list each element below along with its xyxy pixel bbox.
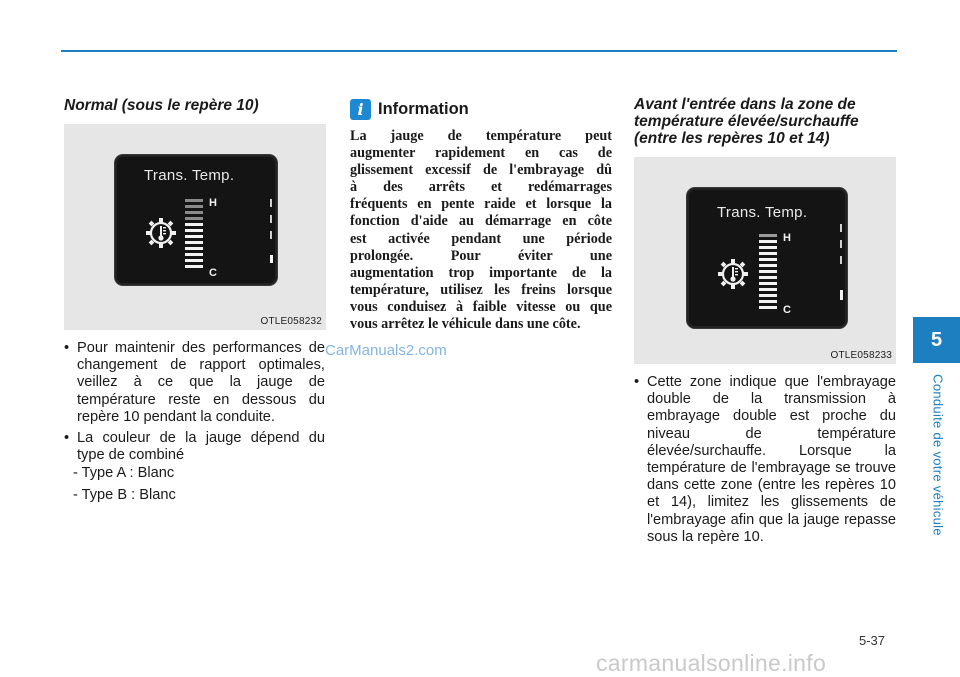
info-line: La jauge de température peut <box>350 128 612 144</box>
info-line: est activée pendant une période <box>350 230 612 247</box>
info-line: vous arrêtez le véhicule dans une côte. <box>350 316 581 333</box>
gauge-segment <box>759 252 777 255</box>
list-item: • Pour maintenir des performances de changement de rapport optimales, veillez à ce que la jauge de température reste en dessous du repère 10 pendant la conduite. <box>62 340 325 426</box>
gauge-segment <box>185 223 203 226</box>
gauge-segment <box>185 235 203 238</box>
figure-caption: OTLE058233 <box>830 350 892 361</box>
top-rule <box>61 50 897 52</box>
info-line: prolongée. Pour éviter une <box>350 247 612 264</box>
gauge-segment <box>185 247 203 250</box>
info-line: température, utilisez les freins lorsque <box>350 281 612 298</box>
screen-title: Trans. Temp. <box>144 167 235 184</box>
gauge-segment <box>185 259 203 262</box>
gauge-low-label: C <box>209 267 217 279</box>
gauge-segment <box>759 306 777 309</box>
list-item: • La couleur de la jauge dépend du type de combiné <box>62 430 325 464</box>
gauge-segment <box>759 246 777 249</box>
footer-watermark: carmanualsonline.info <box>596 650 827 676</box>
transmission-temperature-icon <box>717 258 749 290</box>
chapter-tab[interactable]: 5 <box>913 317 960 363</box>
gauge-segment <box>185 199 203 202</box>
chapter-label: Conduite de votre véhicule <box>930 374 946 536</box>
gauge-segment <box>759 258 777 261</box>
gauge-segment <box>185 253 203 256</box>
gauge-tick <box>270 255 273 263</box>
watermark-link[interactable]: CarManuals2.com <box>325 342 447 359</box>
gauge-tick <box>840 224 842 232</box>
gauge-high-label: H <box>783 232 791 244</box>
figure-caption: OTLE058232 <box>260 316 322 327</box>
heading-line: Avant l'entrée dans la zone de <box>634 96 856 113</box>
list-item: • Cette zone indique que l'embrayage double de la transmission à embrayage double est proche du niveau de température élevée/surchauffe. Lorsque la température de l'embrayage se trouve dans cette zone (entre les repères 10 et 14), limitez les glissements de l'embrayage afin que la jauge repasse sous la repère 10. <box>632 374 896 546</box>
cluster-screen <box>686 187 848 329</box>
screen-title: Trans. Temp. <box>717 204 808 221</box>
info-line: augmentation trop importante de la <box>350 264 612 281</box>
gauge-segment <box>185 241 203 244</box>
gauge-tick <box>840 290 843 300</box>
gauge-segment <box>759 234 777 237</box>
sub-item-type-a: - Type A : Blanc <box>73 465 175 481</box>
gauge-segment <box>759 240 777 243</box>
right-heading <box>634 96 859 147</box>
gauge-segment <box>185 229 203 232</box>
info-line: à des arrêts et redémarrages <box>350 179 612 196</box>
gauge-segment <box>185 205 203 208</box>
gauge-segment <box>759 270 777 273</box>
gauge-segment <box>759 276 777 279</box>
heading-line: (entre les repères 10 et 14) <box>634 130 830 147</box>
gauge-segment <box>759 288 777 291</box>
info-line: vous conduisez à faible vitesse ou que <box>350 298 612 315</box>
gauge-segment <box>759 282 777 285</box>
gauge-segment <box>759 264 777 267</box>
gauge-segment <box>185 217 203 220</box>
right-bullet-list <box>632 374 896 550</box>
figure-normal <box>64 124 326 330</box>
gauge-segment <box>759 300 777 303</box>
info-body <box>350 128 612 333</box>
transmission-temperature-icon <box>145 217 177 249</box>
gauge-low-label: C <box>783 304 791 316</box>
info-title: Information <box>378 100 469 118</box>
info-line: fonction d'aide au démarrage en côte <box>350 213 612 230</box>
info-line: augmenter rapidement en cas de <box>350 145 612 162</box>
left-heading: Normal (sous le repère 10) <box>64 97 259 114</box>
left-bullet-list <box>62 340 325 468</box>
cluster-screen <box>114 154 278 286</box>
gauge-tick <box>270 215 272 223</box>
gauge-segment <box>185 211 203 214</box>
gauge-tick <box>840 256 842 264</box>
info-line: glissement excessif de l'embrayage dû <box>350 162 612 179</box>
information-icon: i <box>350 99 371 120</box>
heading-line: température élevée/surchauffe <box>634 113 859 130</box>
gauge-tick <box>270 199 272 207</box>
gauge-high-label: H <box>209 197 217 209</box>
gauge-tick <box>840 240 842 248</box>
info-line: fréquents en pente raide et lorsque la <box>350 196 612 213</box>
gauge-segment <box>759 294 777 297</box>
gauge-tick <box>270 231 272 239</box>
gauge-segment <box>185 265 203 268</box>
sub-item-type-b: - Type B : Blanc <box>73 487 176 503</box>
page-number: 5-37 <box>859 633 886 648</box>
figure-high-temp <box>634 157 896 364</box>
